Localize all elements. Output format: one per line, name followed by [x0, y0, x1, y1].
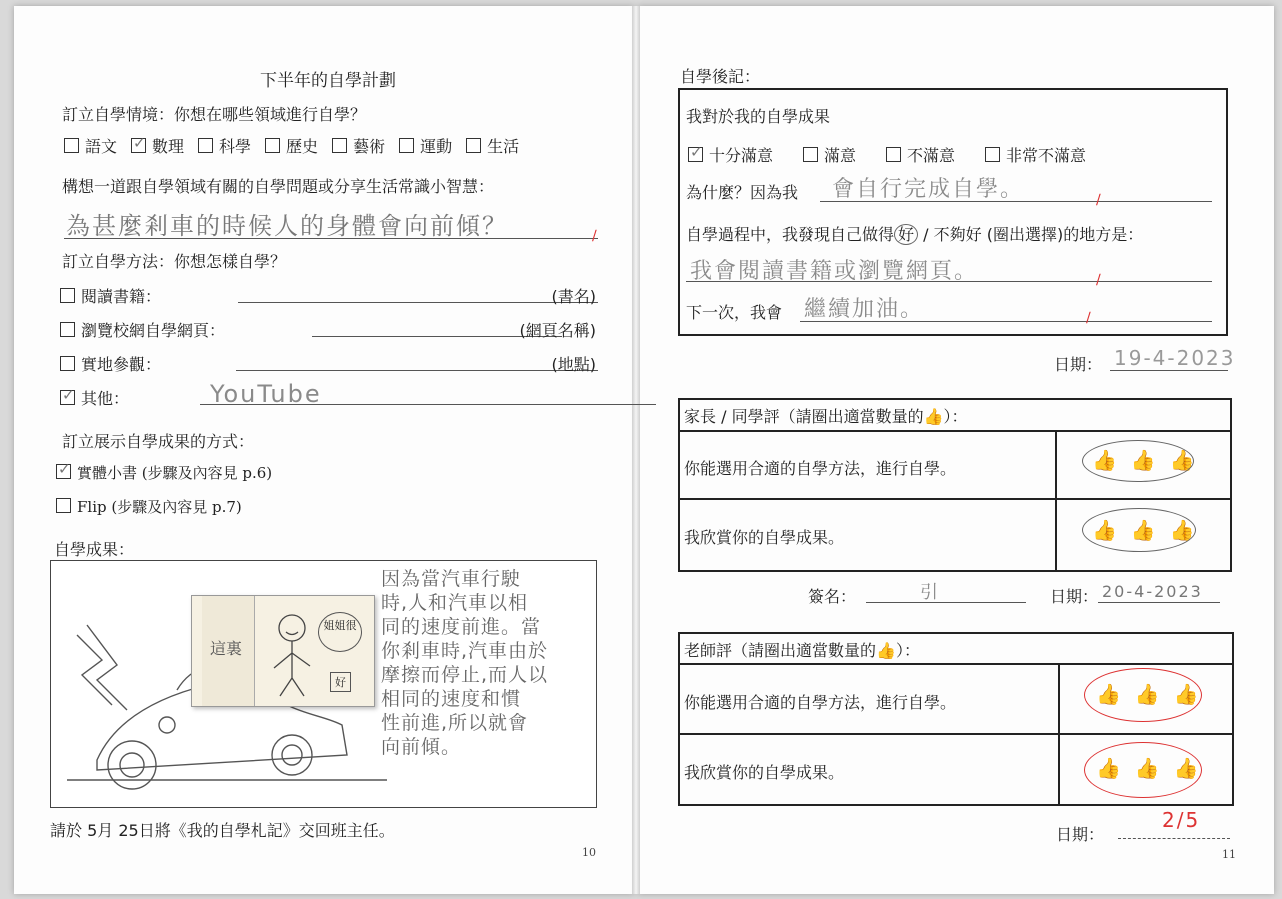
checkbox-label: 科學 [219, 137, 252, 156]
sign-value: 引 [920, 582, 940, 603]
teacher-eval-header [684, 638, 920, 661]
result-text-line: 時,人和汽車以相 [381, 592, 529, 614]
method-row [60, 318, 239, 341]
checkbox-option[interactable] [60, 355, 161, 374]
date1-line [1110, 370, 1228, 371]
table-divider [678, 733, 1232, 735]
checkbox-icon[interactable] [56, 498, 71, 513]
checkbox-option[interactable] [198, 137, 251, 156]
process-label [686, 222, 1143, 245]
next-label: 下一次，我會 [686, 303, 783, 322]
right-page-number: 11 [1222, 848, 1236, 861]
result-text-line: 同的速度前進。當 [381, 616, 542, 638]
checkbox-label: 歷史 [286, 137, 319, 156]
checkbox-label: 藝術 [353, 137, 386, 156]
checkbox-label: 不滿意 [907, 146, 956, 165]
process-choice-bad: 不夠好 [933, 225, 982, 244]
checkbox-icon[interactable] [466, 138, 481, 153]
book-spine [632, 6, 640, 894]
checkbox-label: 滿意 [824, 146, 857, 165]
method-question: 訂立自學方法：你想怎樣自學？ [62, 252, 287, 271]
why-line [820, 201, 1212, 202]
result-text-line: 你剎車時,汽車由於 [381, 640, 549, 662]
checkbox-option[interactable] [265, 137, 318, 156]
checkbox-option[interactable] [803, 146, 856, 165]
checkbox-option[interactable] [60, 287, 161, 306]
plan-title: 下半年的自學計劃 [260, 71, 396, 91]
process-separator: / [918, 225, 934, 244]
checkbox-option[interactable] [60, 321, 225, 340]
process-label-a: 自學過程中，我發現自己做得 [686, 225, 895, 244]
date3-label: 日期： [1056, 825, 1105, 844]
checkbox-option[interactable] [56, 498, 242, 516]
booklet-speech-bubble: 姐姐很 [318, 612, 362, 652]
result-label: 自學成果： [54, 540, 135, 559]
problem-question: 構想一道跟自學領域有關的自學問題或分享生活常識小智慧： [62, 177, 495, 196]
why-label: 為什麼？因為我 [686, 183, 799, 202]
parent-header-end: ）： [943, 407, 968, 426]
next-line [800, 321, 1212, 322]
thumbs-up-icon: 👍 [876, 641, 896, 660]
checkbox-label: 實地參觀： [81, 355, 162, 374]
parent-circle-1 [1082, 440, 1194, 482]
problem-answer-line [64, 238, 598, 239]
checkbox-option[interactable] [56, 464, 272, 482]
process-line [686, 281, 1212, 282]
teacher-tick: ∕ [1086, 310, 1091, 326]
teacher-tick: ∕ [592, 228, 597, 244]
date1-value: 19-4-2023 [1114, 346, 1236, 370]
date1-label: 日期： [1054, 355, 1103, 374]
checkbox-label: 閱讀書籍： [81, 287, 162, 306]
teacher-circle-1 [1084, 668, 1202, 722]
parent-thumbs-1: 👍👍👍 [1092, 448, 1209, 472]
checkbox-label: 生活 [487, 137, 520, 156]
method-answer-line[interactable] [236, 370, 598, 371]
checked-checkbox-icon[interactable] [688, 147, 703, 162]
mini-booklet [191, 595, 375, 707]
checkbox-option[interactable] [60, 389, 129, 408]
parent-row-1: 你能選用合適的自學方法，進行自學。 [684, 459, 957, 478]
process-label-b: (圈出選擇)的地方是： [986, 225, 1144, 244]
checkbox-option[interactable] [131, 137, 184, 156]
date3-line [1118, 838, 1230, 839]
method-row [60, 284, 175, 307]
teacher-circle-2 [1084, 742, 1202, 798]
show-method-row [56, 462, 286, 483]
checkbox-icon[interactable] [265, 138, 280, 153]
checkbox-option[interactable] [886, 146, 955, 165]
why-answer: 會自行完成自學。 [832, 177, 1025, 202]
result-text-line: 摩擦而停止,而人以 [381, 664, 549, 686]
checkbox-icon[interactable] [803, 147, 818, 162]
result-text-line: 向前傾。 [381, 736, 462, 758]
teacher-thumbs-2: 👍👍👍 [1096, 756, 1213, 780]
parent-header-text: 家長 / 同學評（請圈出適當數量的 [684, 407, 924, 426]
checkbox-icon[interactable] [985, 147, 1000, 162]
table-divider [1058, 663, 1060, 804]
method-answer-line[interactable] [238, 302, 598, 303]
result-text-line: 因為當汽車行駛 [381, 568, 522, 590]
checkbox-option[interactable] [64, 137, 117, 156]
booklet-sign: 好 [330, 672, 351, 692]
parent-thumbs-2: 👍👍👍 [1092, 518, 1209, 542]
method-suffix: (書名) [551, 287, 596, 306]
date3-value: 2/5 [1162, 808, 1201, 832]
parent-row-2: 我欣賞你的自學成果。 [684, 528, 845, 547]
checkbox-label: 運動 [420, 137, 453, 156]
teacher-tick: ∕ [1096, 272, 1101, 288]
show-question: 訂立展示自學成果的方式： [62, 432, 255, 451]
checkbox-label: Flip (步驟及內容見 p.7) [77, 498, 242, 516]
show-method-row [56, 496, 256, 517]
checkbox-option[interactable] [466, 137, 519, 156]
method-row [60, 386, 143, 409]
checkbox-icon[interactable] [60, 288, 75, 303]
result-text-line: 性前進,所以就會 [381, 712, 529, 734]
checkbox-icon[interactable] [60, 322, 75, 337]
checkbox-icon[interactable] [886, 147, 901, 162]
process-answer: 我會閱讀書籍或瀏覽網頁。 [690, 259, 979, 284]
table-divider [678, 430, 1230, 432]
checked-checkbox-icon[interactable] [56, 464, 71, 479]
checkbox-label: 瀏覽校網自學網頁： [81, 321, 226, 340]
checkbox-option[interactable] [332, 137, 385, 156]
teacher-tick: ∕ [1096, 192, 1101, 208]
next-answer: 繼續加油。 [804, 297, 925, 322]
result-explanation [381, 567, 548, 759]
problem-answer: 為甚麼剎車的時候人的身體會向前傾？ [66, 212, 508, 240]
checkbox-label: 十分滿意 [709, 146, 774, 165]
checkbox-icon[interactable] [60, 356, 75, 371]
checked-checkbox-icon[interactable] [131, 138, 146, 153]
checkbox-label: 其他： [81, 389, 130, 408]
result-box [50, 560, 597, 808]
teacher-row-1: 你能選用合適的自學方法，進行自學。 [684, 693, 957, 712]
reflection-title: 自學後記： [680, 67, 761, 86]
table-divider [1055, 430, 1057, 570]
date2-label: 日期： [1050, 587, 1099, 606]
checkbox-option[interactable] [399, 137, 452, 156]
sign-line [866, 602, 1026, 603]
teacher-header-end: ）： [895, 641, 920, 660]
parent-circle-2 [1082, 508, 1196, 552]
checkbox-label: 實體小書 (步驟及內容見 p.6) [77, 464, 273, 482]
checkbox-label: 語文 [85, 137, 118, 156]
checkbox-icon[interactable] [399, 138, 414, 153]
date2-line [1098, 602, 1220, 603]
table-divider [678, 498, 1230, 500]
process-choice-good: 好 [894, 224, 918, 245]
checkbox-label: 非常不滿意 [1006, 146, 1087, 165]
left-page-number: 10 [582, 846, 596, 859]
date2-value: 20-4-2023 [1102, 582, 1203, 601]
domain-options [64, 134, 533, 157]
method-suffix: (地點) [551, 355, 596, 374]
method-suffix: (網頁名稱) [519, 321, 596, 340]
teacher-thumbs-1: 👍👍👍 [1096, 682, 1213, 706]
table-divider [678, 663, 1232, 665]
checkbox-icon[interactable] [198, 138, 213, 153]
parent-eval-header [684, 404, 968, 427]
booklet-left-text: 這裏 [210, 639, 243, 658]
checkbox-icon[interactable] [332, 138, 347, 153]
checkbox-label: 數理 [152, 137, 185, 156]
checkbox-icon[interactable] [64, 138, 79, 153]
checked-checkbox-icon[interactable] [60, 390, 75, 405]
domain-question: 訂立自學情境：你想在哪些領域進行自學？ [62, 105, 367, 124]
result-text-line: 相同的速度和慣 [381, 688, 522, 710]
satisfaction-label: 我對於我的自學成果 [686, 107, 831, 126]
return-instruction: 請於 5月 25日將《我的自學札記》交回班主任。 [50, 821, 395, 840]
satisfaction-options [688, 143, 1116, 166]
checkbox-option[interactable] [985, 146, 1086, 165]
teacher-row-2: 我欣賞你的自學成果。 [684, 763, 845, 782]
teacher-header-text: 老師評（請圈出適當數量的 [684, 641, 877, 660]
thumbs-up-icon: 👍 [923, 407, 944, 426]
method-row [60, 352, 175, 375]
sign-label: 簽名： [808, 587, 857, 606]
method-answer: YouTube [210, 380, 322, 408]
checkbox-option[interactable] [688, 146, 773, 165]
